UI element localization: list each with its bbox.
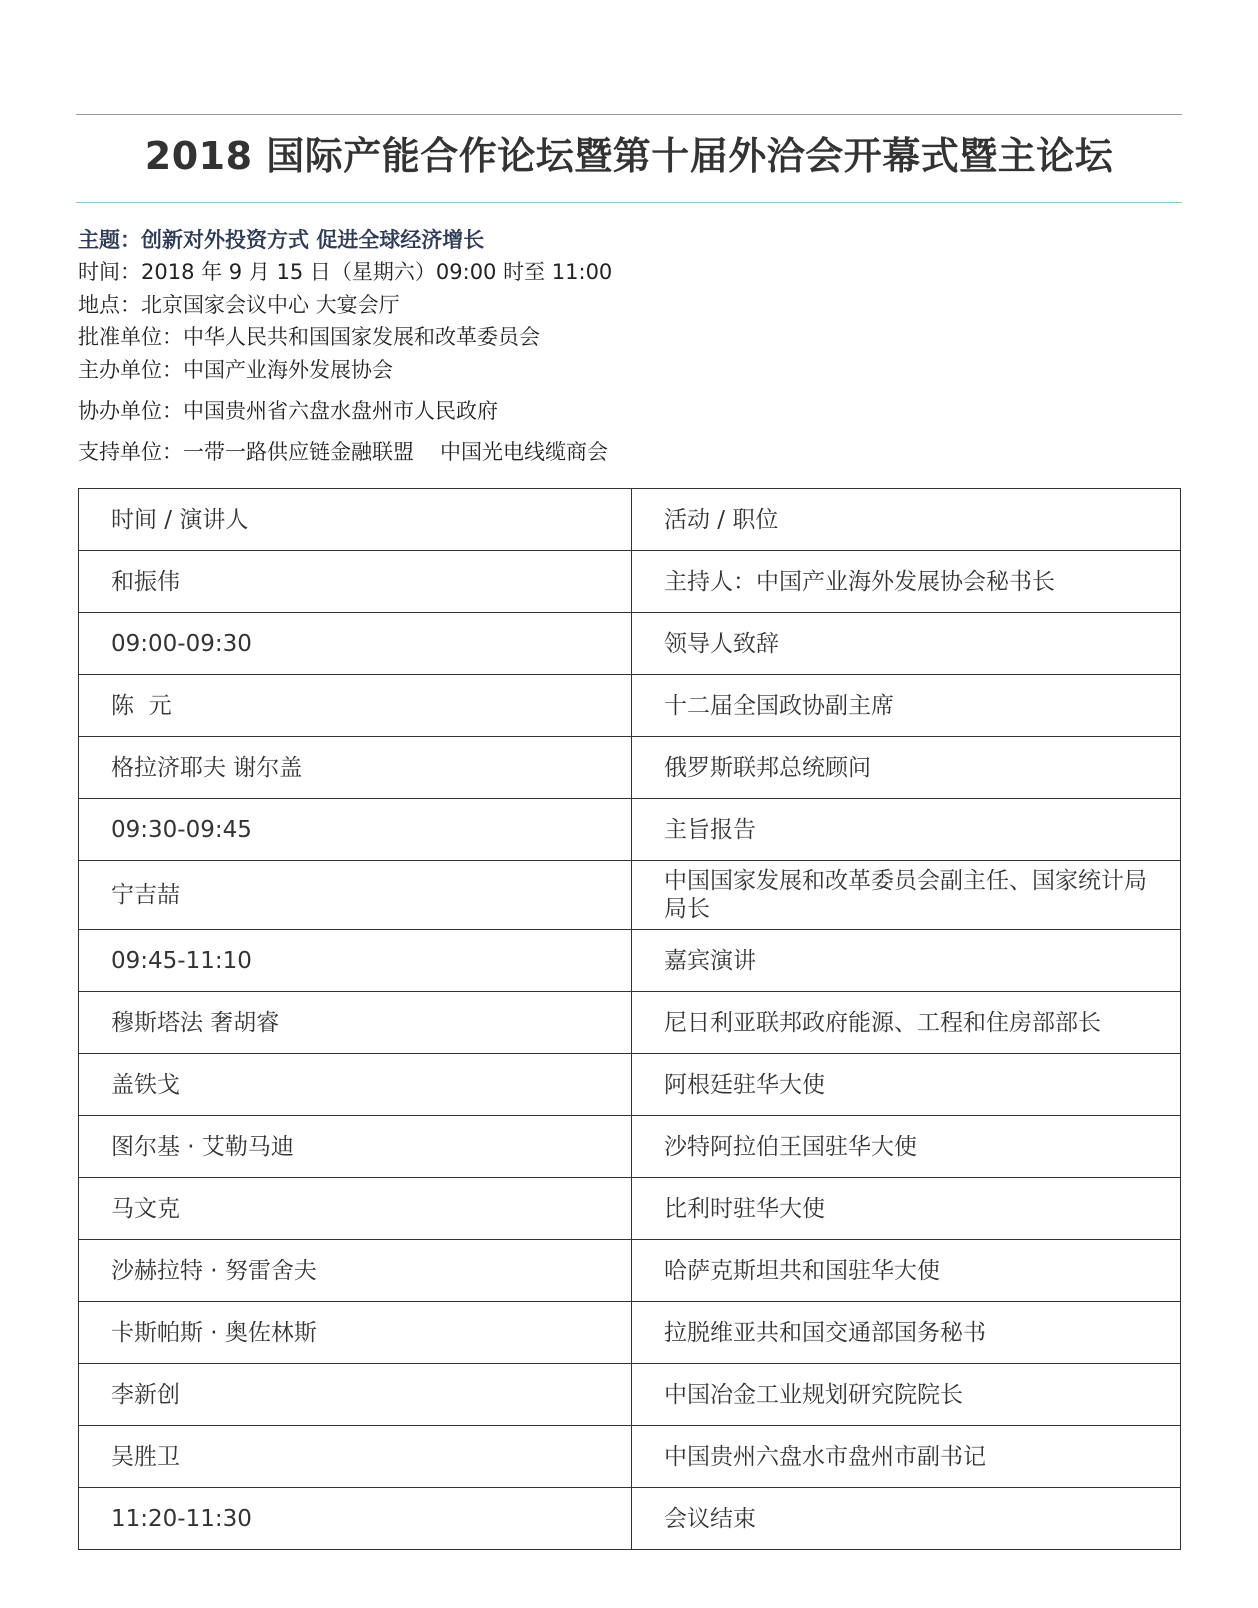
cell-activity-title: 比利时驻华大使: [632, 1178, 1181, 1240]
table-row: [79, 930, 1181, 992]
table-header-row: [79, 489, 1181, 551]
organizer-line: 主办单位：中国产业海外发展协会: [78, 358, 393, 382]
cell-time-speaker: 沙赫拉特 · 努雷舍夫: [79, 1240, 632, 1302]
cell-time-speaker: 吴胜卫: [79, 1426, 632, 1488]
table-row: [79, 613, 1181, 675]
cell-activity-title: 阿根廷驻华大使: [632, 1054, 1181, 1116]
table-row: [79, 675, 1181, 737]
cell-activity-title: 中国国家发展和改革委员会副主任、国家统计局局长: [632, 861, 1181, 930]
supporters-first: 支持单位：一带一路供应链金融联盟: [78, 440, 414, 464]
table-row: [79, 1488, 1181, 1550]
cell-activity-title: 拉脱维亚共和国交通部国务秘书: [632, 1302, 1181, 1364]
time-line: 时间：2018 年 9 月 15 日（星期六）09:00 时至 11:00: [78, 260, 613, 284]
table-row: [79, 1302, 1181, 1364]
cell-time-speaker: 09:45-11:10: [79, 930, 632, 992]
table-row: [79, 1054, 1181, 1116]
schedule-table: [78, 488, 1181, 1550]
header-time-speaker: 时间 / 演讲人: [79, 489, 632, 551]
table-row: [79, 992, 1181, 1054]
cell-time-speaker: 和振伟: [79, 551, 632, 613]
cell-time-speaker: 盖铁戈: [79, 1054, 632, 1116]
table-row: [79, 1178, 1181, 1240]
table-row: [79, 1364, 1181, 1426]
cell-time-speaker: 宁吉喆: [79, 861, 632, 930]
table-row: [79, 799, 1181, 861]
cell-activity-title: 会议结束: [632, 1488, 1181, 1550]
title-rule: [76, 202, 1182, 203]
cell-time-speaker: 11:20-11:30: [79, 1488, 632, 1550]
cell-activity-title: 中国贵州六盘水市盘州市副书记: [632, 1426, 1181, 1488]
venue-line: 地点：北京国家会议中心 大宴会厅: [78, 293, 400, 317]
cell-time-speaker: 李新创: [79, 1364, 632, 1426]
cell-time-speaker: 穆斯塔法 奢胡睿: [79, 992, 632, 1054]
table-row: [79, 861, 1181, 930]
top-rule: [76, 114, 1182, 115]
theme-line: 主题：创新对外投资方式 促进全球经济增长: [78, 228, 485, 252]
cell-activity-title: 中国冶金工业规划研究院院长: [632, 1364, 1181, 1426]
cell-time-speaker: 格拉济耶夫 谢尔盖: [79, 737, 632, 799]
cell-activity-title: 沙特阿拉伯王国驻华大使: [632, 1116, 1181, 1178]
cell-activity-title: 哈萨克斯坦共和国驻华大使: [632, 1240, 1181, 1302]
cell-time-speaker: 陈 元: [79, 675, 632, 737]
cell-activity-title: 主旨报告: [632, 799, 1181, 861]
cell-time-speaker: 09:00-09:30: [79, 613, 632, 675]
cell-time-speaker: 马文克: [79, 1178, 632, 1240]
supporters-second: 中国光电线缆商会: [440, 440, 608, 464]
cell-time-speaker: 09:30-09:45: [79, 799, 632, 861]
cell-activity-title: 主持人：中国产业海外发展协会秘书长: [632, 551, 1181, 613]
cell-activity-title: 俄罗斯联邦总统顾问: [632, 737, 1181, 799]
table-row: [79, 551, 1181, 613]
approved-by-line: 批准单位：中华人民共和国国家发展和改革委员会: [78, 325, 540, 349]
cell-activity-title: 嘉宾演讲: [632, 930, 1181, 992]
cell-time-speaker: 卡斯帕斯 · 奥佐林斯: [79, 1302, 632, 1364]
table-row: [79, 1426, 1181, 1488]
cell-time-speaker: 图尔基 · 艾勒马迪: [79, 1116, 632, 1178]
table-row: [79, 737, 1181, 799]
supporters-line: [78, 438, 608, 466]
cell-activity-title: 领导人致辞: [632, 613, 1181, 675]
table-row: [79, 1240, 1181, 1302]
table-row: [79, 1116, 1181, 1178]
header-activity-title: 活动 / 职位: [632, 489, 1181, 551]
co-organizer-line: 协办单位：中国贵州省六盘水盘州市人民政府: [78, 399, 498, 423]
page-title: 2018 国际产能合作论坛暨第十届外洽会开幕式暨主论坛: [144, 134, 1114, 178]
cell-activity-title: 十二届全国政协副主席: [632, 675, 1181, 737]
cell-activity-title: 尼日利亚联邦政府能源、工程和住房部部长: [632, 992, 1181, 1054]
